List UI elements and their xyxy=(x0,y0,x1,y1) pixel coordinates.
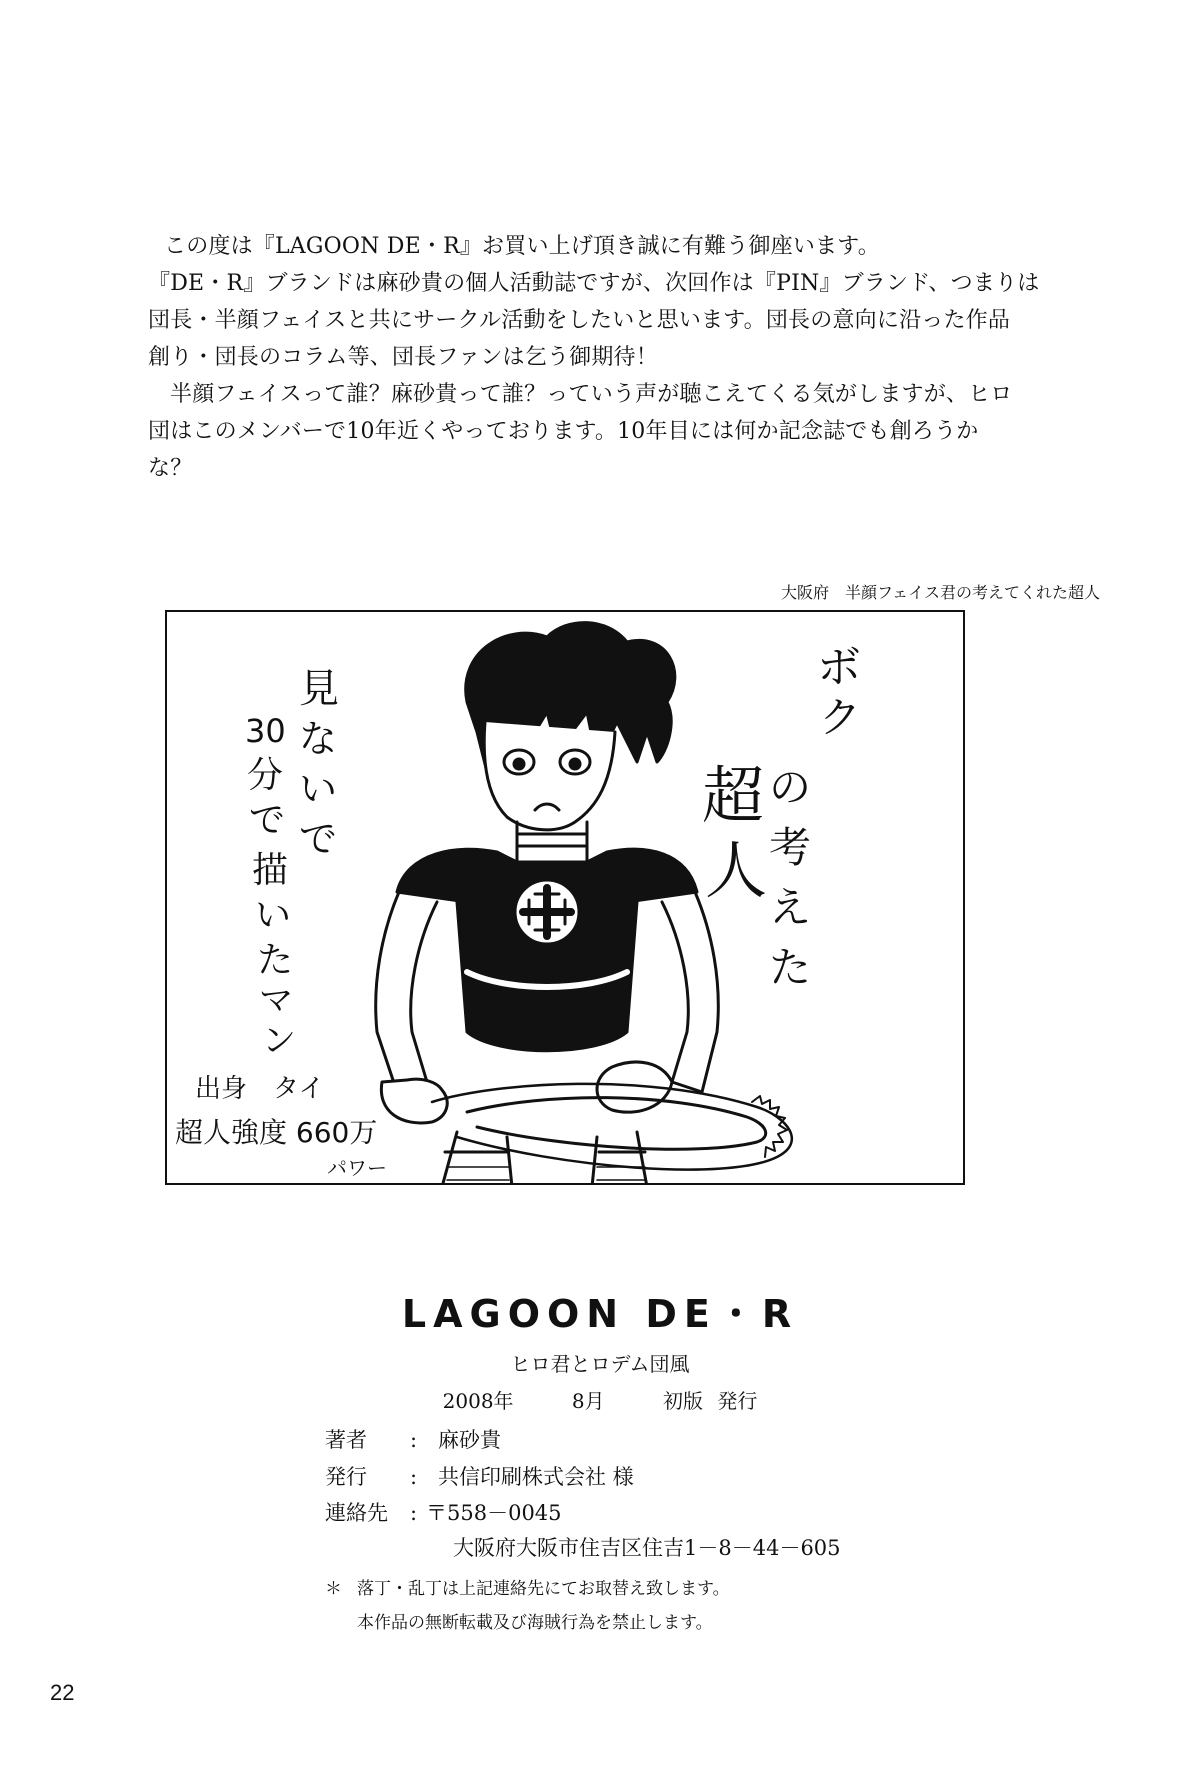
hand-text-origin: 出身 タイ xyxy=(195,1074,325,1104)
colophon-date xyxy=(0,1385,1200,1414)
hand-text-strength: 超人強度 660万 xyxy=(175,1116,378,1149)
hand-text-chou: 超 xyxy=(702,759,765,832)
colophon-publisher-row: 発行 : 共信印刷株式会社 様 xyxy=(325,1461,634,1491)
hand-text-boku-1: ボ xyxy=(817,642,861,693)
intro-paragraph xyxy=(148,228,1040,487)
hand-text-boku-2: ク xyxy=(819,693,862,742)
hand-text-na: な xyxy=(299,717,338,761)
note-1-text: 落丁・乱丁は上記連絡先にてお取替え致します。 xyxy=(357,1579,730,1599)
colophon-edition: 初版 発行 xyxy=(663,1389,758,1413)
colophon-contact-row: 連絡先 : 〒558－0045 xyxy=(325,1497,562,1527)
colophon-subtitle: ヒロ君とロデム団風 xyxy=(510,1352,690,1376)
intro-line: な？ xyxy=(148,456,193,481)
intro-line: 創り・団長のコラム等、団長ファンは乞う御期待！ xyxy=(148,345,658,370)
publisher-label: 発行 xyxy=(325,1465,367,1489)
colophon-author-row: 著者 : 麻砂貴 xyxy=(325,1424,501,1454)
hand-text-no: の xyxy=(769,763,812,812)
author-label: 著者 xyxy=(325,1428,367,1452)
colophon-year: 2008年 xyxy=(442,1389,514,1413)
colophon-note-1 xyxy=(325,1574,730,1599)
hand-text-de: で xyxy=(299,817,338,861)
hand-text-kangae: 考 xyxy=(769,823,812,872)
hand-text-ma: マ xyxy=(259,981,293,1021)
hand-text-e: え xyxy=(769,883,812,932)
illustration-frame xyxy=(165,610,965,1185)
hand-text-kaki: 描 xyxy=(252,850,289,891)
hand-text-ta: た xyxy=(769,943,812,992)
colophon-title: LAGOON DE・R xyxy=(401,1292,799,1336)
intro-line: 半顔フェイスって誰？麻砂貴って誰？っていう声が聴こえてくる気がしますが、ヒロ xyxy=(170,382,1013,407)
hero-drawing xyxy=(167,612,965,1185)
illustration-caption: 大阪府 半顔フェイス君の考えてくれた超人 xyxy=(780,583,1100,602)
hand-text-ta2: た xyxy=(257,940,294,981)
hand-text-n: ン xyxy=(262,1021,296,1061)
intro-line: この度は『LAGOON DE・R』お買い上げ頂き誠に有難う御座います。 xyxy=(164,234,880,259)
intro-line: 団はこのメンバーで10年近くやっております。10年目には何か記念誌でも創ろうか xyxy=(148,419,979,444)
contact-address: 大阪府大阪市住吉区住吉1－8－44－605 xyxy=(453,1536,841,1560)
page-number: 22 xyxy=(50,1680,75,1705)
hand-text-power: パワー xyxy=(327,1156,387,1180)
colophon-month: 8月 xyxy=(571,1389,605,1413)
note-asterisk: ＊ xyxy=(325,1579,342,1599)
colophon-note-2: 本作品の無断転載及び海賊行為を禁止します。 xyxy=(357,1613,713,1633)
intro-line: 『DE・R』ブランドは麻砂貴の個人活動誌ですが、次回作は『PIN』ブランド、つまりは xyxy=(148,271,1040,296)
hand-text-de2: で xyxy=(249,800,286,841)
hand-text-i2: い xyxy=(255,895,292,936)
hand-text-bun: 分 xyxy=(247,755,284,796)
intro-line: 団長・半顔フェイスと共にサークル活動をしたいと思います。団長の意向に沿った作品 xyxy=(148,308,1011,333)
hand-text-i: い xyxy=(299,767,338,811)
hand-text-jin: 人 xyxy=(705,834,768,907)
hand-text-mi: 見 xyxy=(299,666,339,712)
hand-text-30: 30 xyxy=(245,712,286,750)
publisher-name: 共信印刷株式会社 様 xyxy=(438,1465,634,1489)
contact-postal: 〒558－0045 xyxy=(426,1501,562,1525)
author-name: 麻砂貴 xyxy=(438,1428,501,1452)
contact-label: 連絡先 xyxy=(325,1501,388,1525)
